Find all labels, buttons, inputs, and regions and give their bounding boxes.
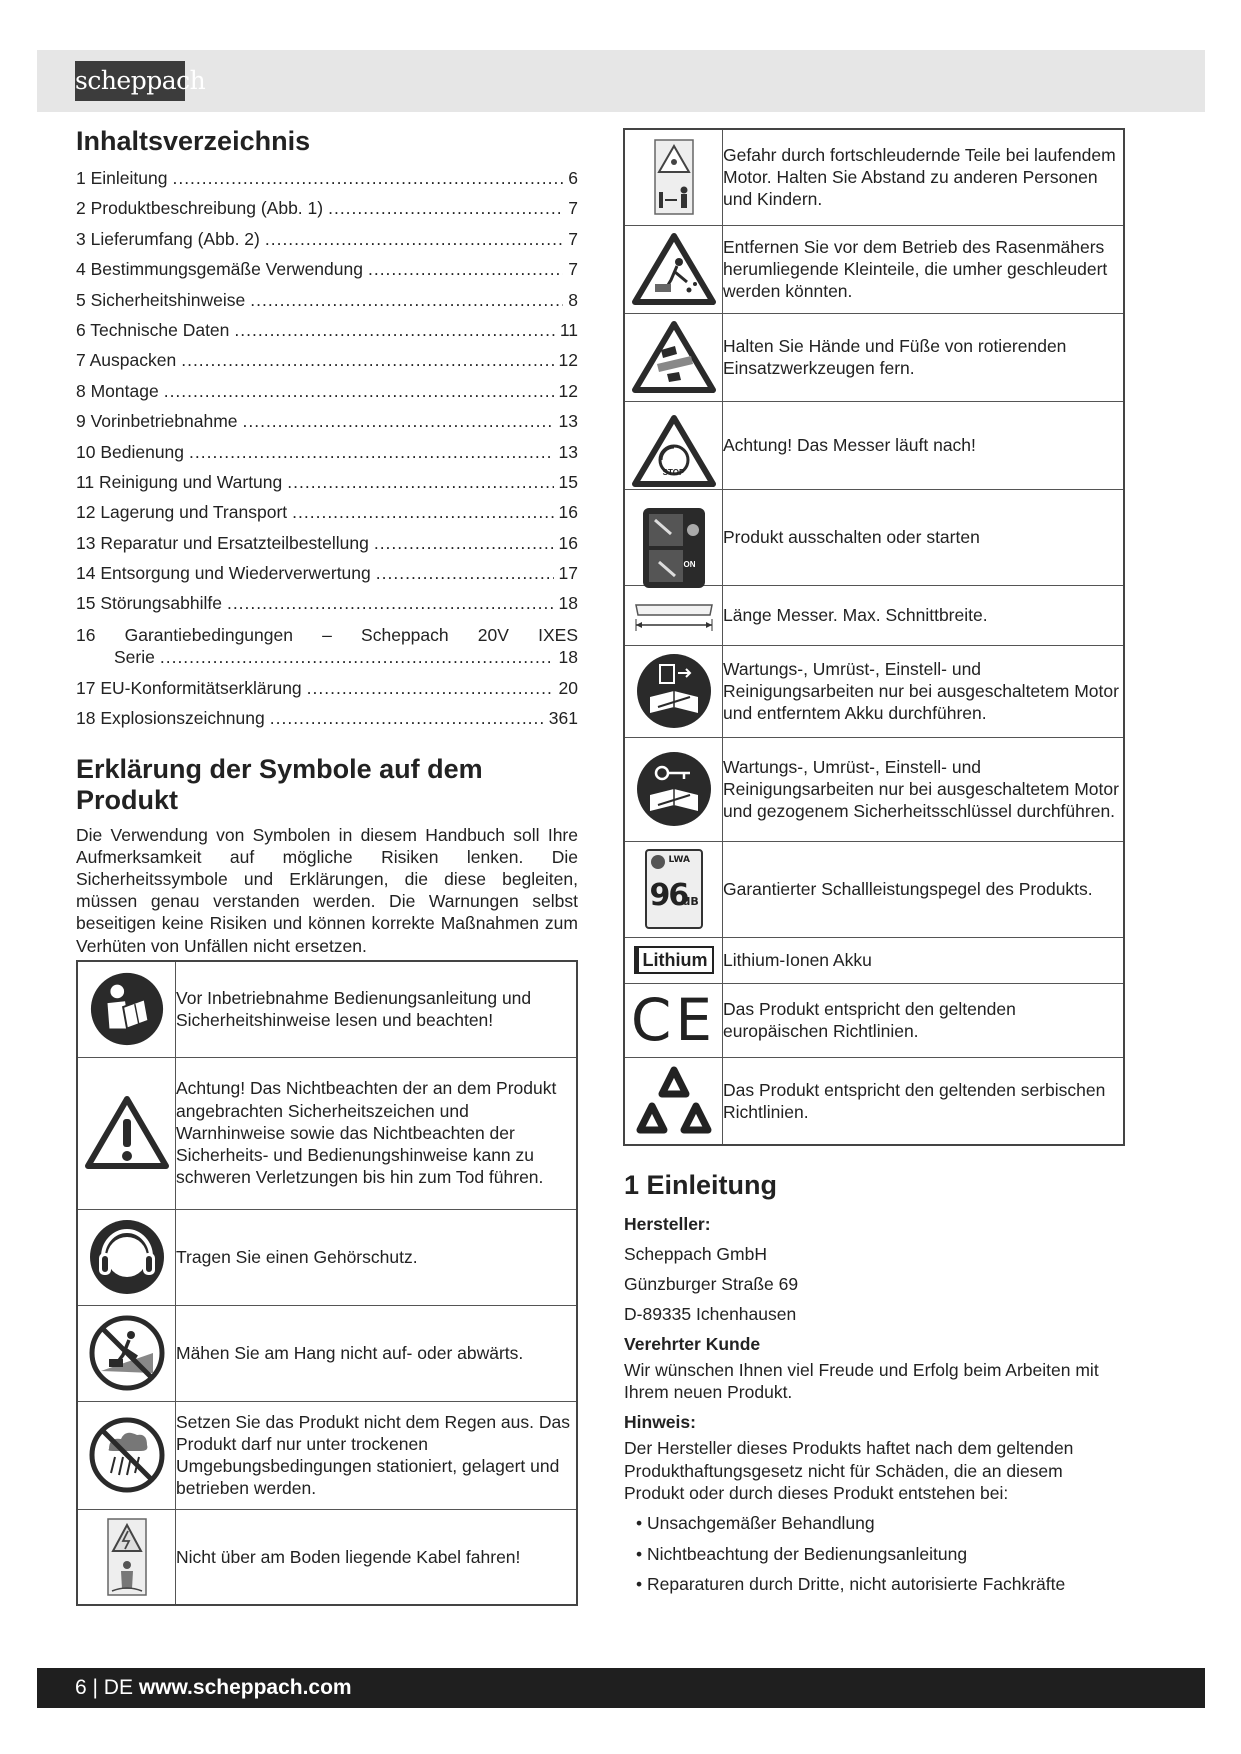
liability-list [624,1508,1124,1600]
symbol-description: Garantierter Schallleistungspegel des Produkts. [723,841,1125,937]
toc-item[interactable]: 5 Sicherheitshinweise ..... 8 [76,285,578,315]
symbol-description: Wartungs-, Umrüst-, Einstell- und Reinigungsarbeiten nur bei ausgeschaltetem Motor und gezogenem Sicherheitsschlüssel durchführen. [723,737,1125,841]
toc-item[interactable]: 10 Bedienung ..... 13 [76,437,578,467]
table-row [77,961,577,1057]
table-row [624,841,1124,937]
introduction-section [624,1170,1124,1600]
toc-item[interactable]: 7 Auspacken ..... 12 [76,345,578,375]
table-row [624,313,1124,401]
stop-label: STOP [662,467,685,477]
serbian-mark-icon [624,1057,723,1145]
symbol-description: Setzen Sie das Produkt nicht dem Regen aus. Das Produkt darf nur unter trockenen Umgebungsbedingungen stationiert, gelagert und betrieben werden. [176,1401,578,1509]
toc-item[interactable]: 1 Einleitung ..... 6 [76,163,578,193]
blade-stop-icon [624,401,723,489]
sound-level-icon [624,841,723,937]
symbol-description: Das Produkt entspricht den geltenden europäischen Richtlinien. [723,983,1125,1057]
lwa-label: LWA [668,855,691,865]
table-row [624,585,1124,645]
table-row [624,645,1124,737]
remove-debris-icon [624,225,723,313]
ce-mark-icon: CE [624,983,723,1057]
sound-unit: dB [682,895,699,908]
symbol-description: Wartungs-, Umrüst-, Einstell- und Reinigungsarbeiten nur bei ausgeschaltetem Motor und entferntem Akku durchführen. [723,645,1125,737]
symbol-description: Vor Inbetriebnahme Bedienungsanleitung und Sicherheitshinweise lesen und beachten! [176,961,578,1057]
table-row [624,737,1124,841]
table-row [77,1401,577,1509]
symbol-description: Entfernen Sie vor dem Betrieb des Rasenmähers herumliegende Kleinteile, die umher geschleudert werden könnten. [723,225,1125,313]
introduction-title: 1 Einleitung [624,1170,778,1200]
table-row [77,1305,577,1401]
toc-item[interactable]: 13 Reparatur und Ersatzteilbestellung ..... 16 [76,528,578,558]
footer-text [75,1676,352,1700]
note-label: Hinweis: [624,1412,696,1433]
page-header [37,50,1205,112]
start-stop-icon [624,489,723,585]
company-city: D-89335 Ichenhausen [624,1304,797,1324]
hands-feet-blade-icon [624,313,723,401]
maintenance-key-icon [624,737,723,841]
page-footer [37,1668,1205,1708]
table-row [624,983,1124,1057]
read-manual-icon [77,961,176,1057]
on-label: ON [683,559,696,569]
no-cable-icon [77,1509,176,1605]
no-rain-icon [77,1401,176,1509]
ear-protection-icon [77,1209,176,1305]
warning-triangle-icon [77,1057,176,1209]
manufacturer-label: Hersteller: [624,1214,711,1234]
toc-item[interactable]: 4 Bestimmungsgemäße Verwendung ..... 7 [76,254,578,284]
toc-item[interactable]: 6 Technische Daten ..... 11 [76,315,578,345]
list-item: • Reparaturen durch Dritte, nicht autorisierte Fachkräfte [636,1569,1124,1600]
toc-item[interactable]: 8 Montage ..... 12 [76,376,578,406]
toc-item[interactable]: 18 Explosionszeichnung ..... 361 [76,703,578,733]
toc-title: Inhaltsverzeichnis [76,126,311,156]
symbols-table-left [76,960,578,1606]
toc-item[interactable]: 12 Lagerung und Transport ..... 16 [76,497,578,527]
symbol-description: Länge Messer. Max. Schnittbreite. [723,585,1125,645]
company-name: Scheppach GmbH [624,1244,767,1264]
page-number: 6 | DE [75,1676,133,1699]
symbol-description: Gefahr durch fortschleudernde Teile bei laufendem Motor. Halten Sie Abstand zu anderen Personen und Kindern. [723,129,1125,225]
symbol-description: Produkt ausschalten oder starten [723,489,1125,585]
symbol-description: Achtung! Das Nichtbeachten der an dem Produkt angebrachten Sicherheitszeichen und Warnhinweise sowie das Nichtbeachten der Sicherheits- und Bedienungshinweise kann zu schweren Verletzungen bis hin zum Tod führen. [176,1057,578,1209]
symbols-title: Erklärung der Symbole auf dem Produkt [76,753,483,815]
table-row [624,937,1124,983]
symbols-table-right [623,128,1125,1146]
table-row [624,1057,1124,1145]
scheppach-logo: scheppach [75,61,185,101]
no-slope-mowing-icon [77,1305,176,1401]
symbol-description: Achtung! Das Messer läuft nach! [723,401,1125,489]
website-link[interactable]: www.scheppach.com [138,1676,352,1699]
table-row [77,1057,577,1209]
sound-value: 96 [649,878,688,913]
list-item: • Nichtbeachtung der Bedienungsanleitung [636,1539,1124,1570]
toc-item[interactable]: 3 Lieferumfang (Abb. 2) ..... 7 [76,224,578,254]
toc-item[interactable]: 9 Vorinbetriebnahme ..... 13 [76,406,578,436]
greeting-label: Verehrter Kunde [624,1334,761,1354]
symbol-description: Nicht über am Boden liegende Kabel fahren! [176,1509,578,1605]
symbols-intro: Die Verwendung von Symbolen in diesem Handbuch soll Ihre Aufmerksamkeit auf mögliche Risiken lenken. Die Sicherheitssymbole und Erklärungen, die diese begleiten, müssen genau verstanden werden. Die Warnungen selbst beseitigen keine Risiken und können korrekte Maßnahmen zum Verhüten von Unfällen nicht ersetzen. [76,824,578,956]
toc-item[interactable]: 2 Produktbeschreibung (Abb. 1) ..... 7 [76,193,578,223]
toc-item[interactable]: 14 Entsorgung und Wiederverwertung ..... 17 [76,558,578,588]
table-row [624,225,1124,313]
toc-item[interactable]: 11 Reinigung und Wartung ..... 15 [76,467,578,497]
symbol-description: Halten Sie Hände und Füße von rotierenden Einsatzwerkzeugen fern. [723,313,1125,401]
table-of-contents [76,163,578,734]
toc-item[interactable]: 16 Garantiebedingungen – Scheppach 20V IXES Serie ..... 18 [76,619,578,673]
table-row [624,129,1124,225]
blade-length-icon [624,585,723,645]
table-row [624,489,1124,585]
table-row [77,1509,577,1605]
toc-item[interactable]: 15 Störungsabhilfe ..... 18 [76,588,578,618]
table-row [77,1209,577,1305]
symbol-description: Das Produkt entspricht den geltenden serbischen Richtlinien. [723,1057,1125,1145]
symbol-description: Lithium-Ionen Akku [723,937,1125,983]
symbol-description: Mähen Sie am Hang nicht auf- oder abwärts. [176,1305,578,1401]
table-row [624,401,1124,489]
flying-parts-distance-icon [624,129,723,225]
toc-item[interactable]: 17 EU-Konformitätserklärung ..... 20 [76,673,578,703]
left-column [76,125,578,957]
note-text: Der Hersteller dieses Produkts haftet nach dem geltenden Produkthaftungsgesetz nicht für Schäden, die an diesem Produkt oder durch dieses Produkt entstehen bei: [624,1438,1074,1503]
symbol-description: Tragen Sie einen Gehörschutz. [176,1209,578,1305]
list-item: • Unsachgemäßer Behandlung [636,1508,1124,1539]
greeting-text: Wir wünschen Ihnen viel Freude und Erfolg beim Arbeiten mit Ihrem neuen Produkt. [624,1360,1099,1403]
lithium-icon: Lithium [624,937,723,983]
maintenance-battery-icon [624,645,723,737]
company-street: Günzburger Straße 69 [624,1274,799,1294]
